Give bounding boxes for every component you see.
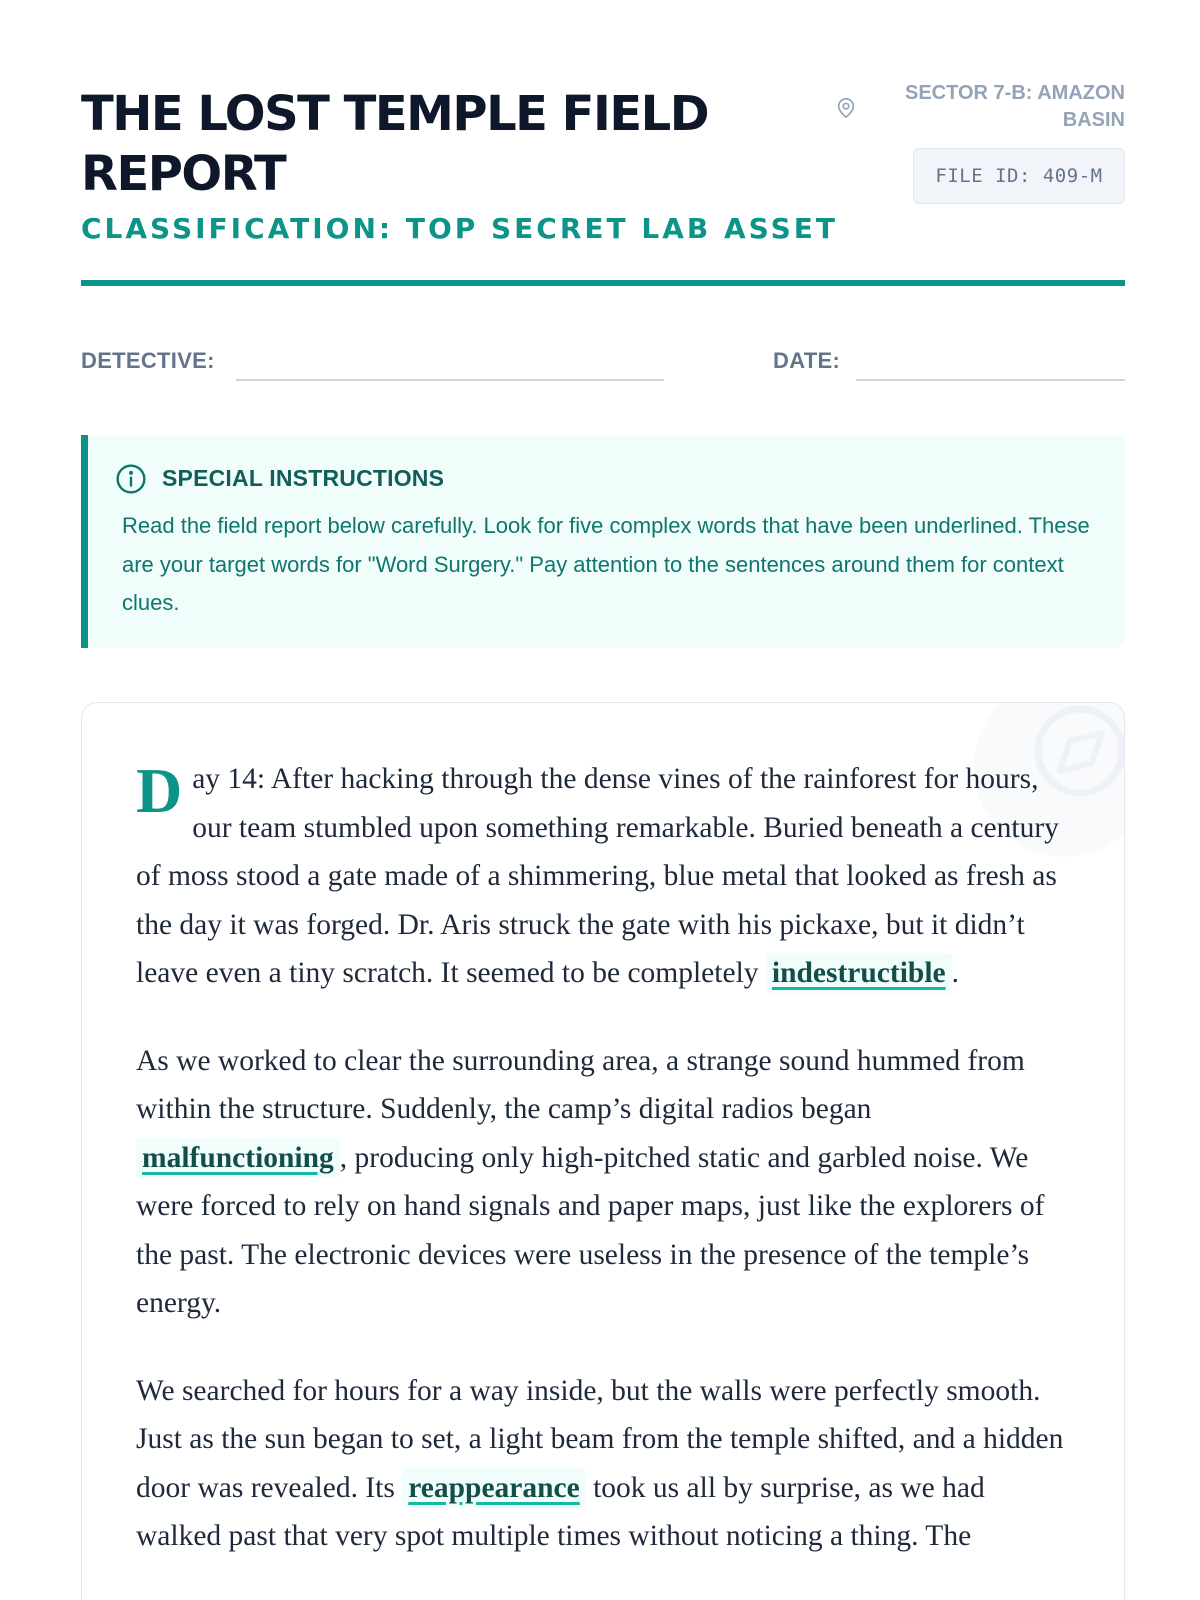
sector-location: SECTOR 7-B: AMAZON BASIN xyxy=(905,82,1125,131)
paragraph-text-end: . xyxy=(951,957,959,989)
paragraph-text: As we worked to clear the surrounding area, a strange sound hummed from within the structure. Suddenly, the camp’s digital radios began xyxy=(136,1044,1025,1125)
target-word: reappearance xyxy=(402,1468,586,1508)
detective-label: DETECTIVE: xyxy=(81,348,215,373)
classification-label: CLASSIFICATION: TOP SECRET LAB ASSET xyxy=(81,212,838,245)
file-id-badge: FILE ID: 409-M xyxy=(913,148,1125,204)
paragraph-text-end: , producing only high-pitched static and garbled noise. We were forced to rely on hand signals and paper maps, just like the explorers of the past. The electronic devices were useless in the presence of the temple’s energy. xyxy=(136,1141,1045,1319)
page-title: THE LOST TEMPLE FIELD REPORT xyxy=(81,86,709,202)
date-label: DATE: xyxy=(773,348,841,373)
target-word: indestructible xyxy=(766,953,952,993)
location-block xyxy=(825,80,1125,140)
paragraph-text: We searched for hours for a way inside, but the walls were perfectly smooth. Just as the sun began to set, a light beam from the temple shifted, and a hidden door was revealed. Its xyxy=(136,1374,1064,1504)
meta-fields xyxy=(81,344,1125,384)
instructions-text: Read the field report below carefully. Look for five complex words that have been underlined. These are your target words for "Word Surgery." Pay attention to the sentences around them for context clues. xyxy=(122,513,1090,615)
drop-cap: D xyxy=(136,755,183,826)
paragraph-text: ay 14: After hacking through the dense vines of the rainforest for hours, our team stumbled upon something remarkable. Buried beneath a century of moss stood a gate made of a shimmering, blue metal that looked as fresh as the day it was forged. Dr. Aris struck the gate with his pickaxe, but it didn’t leave even a tiny scratch. It seemed to be completely xyxy=(136,763,1059,989)
story-paragraph xyxy=(136,1037,1071,1328)
target-word: malfunctioning xyxy=(136,1138,340,1178)
report-header xyxy=(81,80,1125,288)
story-paragraph xyxy=(136,755,1071,998)
instructions-box xyxy=(81,435,1125,648)
paragraph-text-end: took us all by surprise, as we had walked past that very spot multiple times without noticing a thing. The xyxy=(136,1471,985,1552)
map-pin-icon xyxy=(835,96,857,120)
date-field[interactable] xyxy=(856,379,1125,381)
story-text xyxy=(136,755,1071,1600)
detective-field[interactable] xyxy=(236,379,664,381)
info-icon xyxy=(115,463,147,495)
story-paragraph xyxy=(136,1367,1071,1561)
worksheet-page xyxy=(81,0,1125,1600)
instructions-title: SPECIAL INSTRUCTIONS xyxy=(162,465,445,491)
field-report-card xyxy=(81,702,1125,1600)
header-divider xyxy=(81,280,1125,286)
